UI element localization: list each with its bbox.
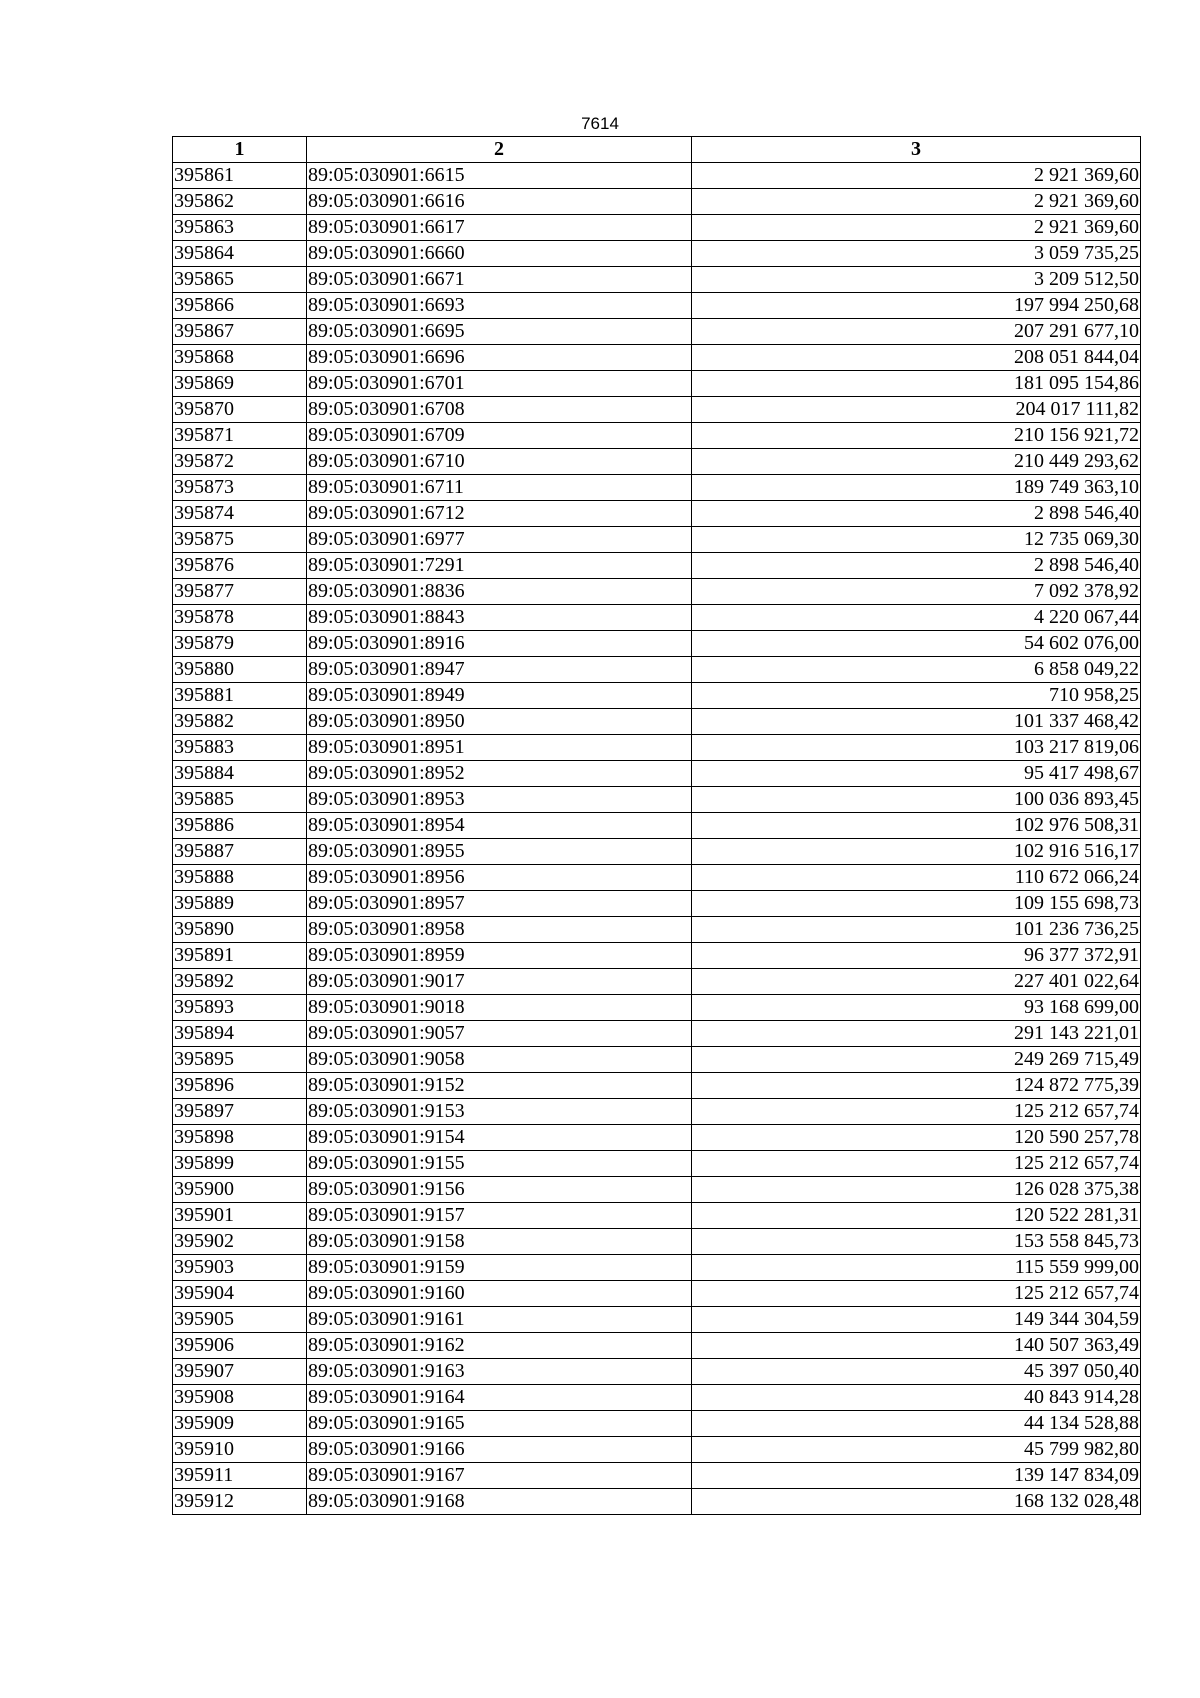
- cadastral-number-cell: 89:05:030901:9165: [307, 1411, 692, 1437]
- table-row: [173, 735, 1141, 761]
- cadastral-number-cell: 89:05:030901:9152: [307, 1073, 692, 1099]
- data-table: [172, 136, 1141, 1515]
- value-cell: 95 417 498,67: [692, 761, 1141, 787]
- value-cell: 3 209 512,50: [692, 267, 1141, 293]
- value-cell: 54 602 076,00: [692, 631, 1141, 657]
- table-row: [173, 1099, 1141, 1125]
- value-cell: 101 337 468,42: [692, 709, 1141, 735]
- row-number-cell: 395878: [173, 605, 307, 631]
- cadastral-number-cell: 89:05:030901:6671: [307, 267, 692, 293]
- cadastral-number-cell: 89:05:030901:9163: [307, 1359, 692, 1385]
- row-number-cell: 395861: [173, 163, 307, 189]
- table-row: [173, 943, 1141, 969]
- table-row: [173, 709, 1141, 735]
- table-row: [173, 891, 1141, 917]
- row-number-cell: 395867: [173, 319, 307, 345]
- cadastral-number-cell: 89:05:030901:9155: [307, 1151, 692, 1177]
- value-cell: 208 051 844,04: [692, 345, 1141, 371]
- row-number-cell: 395911: [173, 1463, 307, 1489]
- table-row: [173, 1151, 1141, 1177]
- value-cell: 110 672 066,24: [692, 865, 1141, 891]
- row-number-cell: 395903: [173, 1255, 307, 1281]
- column-header-3: 3: [692, 137, 1141, 163]
- cadastral-number-cell: 89:05:030901:9167: [307, 1463, 692, 1489]
- value-cell: 96 377 372,91: [692, 943, 1141, 969]
- table-row: [173, 1333, 1141, 1359]
- value-cell: 93 168 699,00: [692, 995, 1141, 1021]
- table-row: [173, 995, 1141, 1021]
- cadastral-number-cell: 89:05:030901:6711: [307, 475, 692, 501]
- row-number-cell: 395912: [173, 1489, 307, 1515]
- cadastral-number-cell: 89:05:030901:8951: [307, 735, 692, 761]
- table-row: [173, 1359, 1141, 1385]
- value-cell: 2 921 369,60: [692, 163, 1141, 189]
- row-number-cell: 395876: [173, 553, 307, 579]
- table-header-row: [173, 137, 1141, 163]
- cadastral-number-cell: 89:05:030901:8950: [307, 709, 692, 735]
- row-number-cell: 395882: [173, 709, 307, 735]
- row-number-cell: 395883: [173, 735, 307, 761]
- row-number-cell: 395887: [173, 839, 307, 865]
- row-number-cell: 395907: [173, 1359, 307, 1385]
- row-number-cell: 395908: [173, 1385, 307, 1411]
- row-number-cell: 395910: [173, 1437, 307, 1463]
- row-number-cell: 395862: [173, 189, 307, 215]
- value-cell: 125 212 657,74: [692, 1099, 1141, 1125]
- value-cell: 7 092 378,92: [692, 579, 1141, 605]
- row-number-cell: 395899: [173, 1151, 307, 1177]
- table-row: [173, 553, 1141, 579]
- value-cell: 197 994 250,68: [692, 293, 1141, 319]
- table-row: [173, 969, 1141, 995]
- table-row: [173, 631, 1141, 657]
- cadastral-number-cell: 89:05:030901:6617: [307, 215, 692, 241]
- value-cell: 100 036 893,45: [692, 787, 1141, 813]
- table-row: [173, 839, 1141, 865]
- row-number-cell: 395896: [173, 1073, 307, 1099]
- cadastral-number-cell: 89:05:030901:9058: [307, 1047, 692, 1073]
- cadastral-number-cell: 89:05:030901:8952: [307, 761, 692, 787]
- cadastral-number-cell: 89:05:030901:9156: [307, 1177, 692, 1203]
- row-number-cell: 395889: [173, 891, 307, 917]
- table-row: [173, 1411, 1141, 1437]
- row-number-cell: 395884: [173, 761, 307, 787]
- cadastral-number-cell: 89:05:030901:8843: [307, 605, 692, 631]
- table-row: [173, 397, 1141, 423]
- row-number-cell: 395869: [173, 371, 307, 397]
- cadastral-number-cell: 89:05:030901:9160: [307, 1281, 692, 1307]
- row-number-cell: 395880: [173, 657, 307, 683]
- value-cell: 210 449 293,62: [692, 449, 1141, 475]
- cadastral-number-cell: 89:05:030901:8958: [307, 917, 692, 943]
- value-cell: 2 898 546,40: [692, 501, 1141, 527]
- value-cell: 44 134 528,88: [692, 1411, 1141, 1437]
- value-cell: 249 269 715,49: [692, 1047, 1141, 1073]
- value-cell: 149 344 304,59: [692, 1307, 1141, 1333]
- row-number-cell: 395871: [173, 423, 307, 449]
- cadastral-number-cell: 89:05:030901:6660: [307, 241, 692, 267]
- value-cell: 168 132 028,48: [692, 1489, 1141, 1515]
- column-header-2: 2: [307, 137, 692, 163]
- cadastral-number-cell: 89:05:030901:9153: [307, 1099, 692, 1125]
- row-number-cell: 395875: [173, 527, 307, 553]
- value-cell: 291 143 221,01: [692, 1021, 1141, 1047]
- table-row: [173, 1385, 1141, 1411]
- cadastral-number-cell: 89:05:030901:6977: [307, 527, 692, 553]
- cadastral-number-cell: 89:05:030901:6709: [307, 423, 692, 449]
- cadastral-number-cell: 89:05:030901:6712: [307, 501, 692, 527]
- value-cell: 4 220 067,44: [692, 605, 1141, 631]
- table-row: [173, 1307, 1141, 1333]
- cadastral-number-cell: 89:05:030901:6615: [307, 163, 692, 189]
- value-cell: 102 976 508,31: [692, 813, 1141, 839]
- value-cell: 207 291 677,10: [692, 319, 1141, 345]
- table-row: [173, 293, 1141, 319]
- table-row: [173, 215, 1141, 241]
- value-cell: 2 921 369,60: [692, 215, 1141, 241]
- row-number-cell: 395879: [173, 631, 307, 657]
- table-row: [173, 1463, 1141, 1489]
- value-cell: 101 236 736,25: [692, 917, 1141, 943]
- cadastral-number-cell: 89:05:030901:9017: [307, 969, 692, 995]
- cadastral-number-cell: 89:05:030901:8955: [307, 839, 692, 865]
- row-number-cell: 395864: [173, 241, 307, 267]
- value-cell: 126 028 375,38: [692, 1177, 1141, 1203]
- cadastral-number-cell: 89:05:030901:8959: [307, 943, 692, 969]
- row-number-cell: 395891: [173, 943, 307, 969]
- table-row: [173, 475, 1141, 501]
- cadastral-number-cell: 89:05:030901:9166: [307, 1437, 692, 1463]
- row-number-cell: 395881: [173, 683, 307, 709]
- table-row: [173, 319, 1141, 345]
- table-row: [173, 683, 1141, 709]
- cadastral-number-cell: 89:05:030901:6701: [307, 371, 692, 397]
- table-row: [173, 501, 1141, 527]
- cadastral-number-cell: 89:05:030901:8947: [307, 657, 692, 683]
- value-cell: 124 872 775,39: [692, 1073, 1141, 1099]
- cadastral-number-cell: 89:05:030901:8953: [307, 787, 692, 813]
- cadastral-number-cell: 89:05:030901:8956: [307, 865, 692, 891]
- row-number-cell: 395873: [173, 475, 307, 501]
- cadastral-number-cell: 89:05:030901:8954: [307, 813, 692, 839]
- table-row: [173, 1021, 1141, 1047]
- value-cell: 2 898 546,40: [692, 553, 1141, 579]
- cadastral-number-cell: 89:05:030901:9154: [307, 1125, 692, 1151]
- row-number-cell: 395866: [173, 293, 307, 319]
- row-number-cell: 395897: [173, 1099, 307, 1125]
- value-cell: 2 921 369,60: [692, 189, 1141, 215]
- value-cell: 710 958,25: [692, 683, 1141, 709]
- table-row: [173, 1281, 1141, 1307]
- cadastral-number-cell: 89:05:030901:9158: [307, 1229, 692, 1255]
- row-number-cell: 395894: [173, 1021, 307, 1047]
- row-number-cell: 395898: [173, 1125, 307, 1151]
- table-row: [173, 241, 1141, 267]
- row-number-cell: 395877: [173, 579, 307, 605]
- row-number-cell: 395904: [173, 1281, 307, 1307]
- row-number-cell: 395906: [173, 1333, 307, 1359]
- row-number-cell: 395893: [173, 995, 307, 1021]
- row-number-cell: 395872: [173, 449, 307, 475]
- value-cell: 3 059 735,25: [692, 241, 1141, 267]
- value-cell: 153 558 845,73: [692, 1229, 1141, 1255]
- row-number-cell: 395885: [173, 787, 307, 813]
- cadastral-number-cell: 89:05:030901:8949: [307, 683, 692, 709]
- value-cell: 6 858 049,22: [692, 657, 1141, 683]
- table-row: [173, 605, 1141, 631]
- row-number-cell: 395895: [173, 1047, 307, 1073]
- table-row: [173, 1203, 1141, 1229]
- table-row: [173, 163, 1141, 189]
- row-number-cell: 395874: [173, 501, 307, 527]
- row-number-cell: 395865: [173, 267, 307, 293]
- row-number-cell: 395868: [173, 345, 307, 371]
- cadastral-number-cell: 89:05:030901:9161: [307, 1307, 692, 1333]
- value-cell: 109 155 698,73: [692, 891, 1141, 917]
- row-number-cell: 395886: [173, 813, 307, 839]
- table-row: [173, 865, 1141, 891]
- row-number-cell: 395890: [173, 917, 307, 943]
- value-cell: 125 212 657,74: [692, 1151, 1141, 1177]
- table-row: [173, 813, 1141, 839]
- table-row: [173, 423, 1141, 449]
- value-cell: 115 559 999,00: [692, 1255, 1141, 1281]
- row-number-cell: 395870: [173, 397, 307, 423]
- value-cell: 204 017 111,82: [692, 397, 1141, 423]
- table-row: [173, 345, 1141, 371]
- table-row: [173, 1073, 1141, 1099]
- value-cell: 140 507 363,49: [692, 1333, 1141, 1359]
- table-row: [173, 1437, 1141, 1463]
- cadastral-number-cell: 89:05:030901:9018: [307, 995, 692, 1021]
- row-number-cell: 395863: [173, 215, 307, 241]
- page-number: 7614: [581, 114, 619, 133]
- table-row: [173, 1177, 1141, 1203]
- cadastral-number-cell: 89:05:030901:6708: [307, 397, 692, 423]
- cadastral-number-cell: 89:05:030901:7291: [307, 553, 692, 579]
- row-number-cell: 395888: [173, 865, 307, 891]
- value-cell: 120 590 257,78: [692, 1125, 1141, 1151]
- table-row: [173, 917, 1141, 943]
- column-header-1: 1: [173, 137, 307, 163]
- table-row: [173, 371, 1141, 397]
- cadastral-number-cell: 89:05:030901:9164: [307, 1385, 692, 1411]
- cadastral-number-cell: 89:05:030901:9057: [307, 1021, 692, 1047]
- cadastral-number-cell: 89:05:030901:6696: [307, 345, 692, 371]
- value-cell: 12 735 069,30: [692, 527, 1141, 553]
- row-number-cell: 395909: [173, 1411, 307, 1437]
- row-number-cell: 395901: [173, 1203, 307, 1229]
- row-number-cell: 395902: [173, 1229, 307, 1255]
- table-row: [173, 657, 1141, 683]
- cadastral-number-cell: 89:05:030901:9168: [307, 1489, 692, 1515]
- table-row: [173, 449, 1141, 475]
- cadastral-number-cell: 89:05:030901:9162: [307, 1333, 692, 1359]
- table-row: [173, 787, 1141, 813]
- value-cell: 45 397 050,40: [692, 1359, 1141, 1385]
- cadastral-number-cell: 89:05:030901:9159: [307, 1255, 692, 1281]
- value-cell: 139 147 834,09: [692, 1463, 1141, 1489]
- cadastral-number-cell: 89:05:030901:8836: [307, 579, 692, 605]
- table-row: [173, 1047, 1141, 1073]
- value-cell: 103 217 819,06: [692, 735, 1141, 761]
- value-cell: 210 156 921,72: [692, 423, 1141, 449]
- table-row: [173, 267, 1141, 293]
- table-row: [173, 761, 1141, 787]
- cadastral-number-cell: 89:05:030901:6693: [307, 293, 692, 319]
- cadastral-number-cell: 89:05:030901:6616: [307, 189, 692, 215]
- cadastral-number-cell: 89:05:030901:8957: [307, 891, 692, 917]
- row-number-cell: 395900: [173, 1177, 307, 1203]
- cadastral-number-cell: 89:05:030901:6695: [307, 319, 692, 345]
- value-cell: 181 095 154,86: [692, 371, 1141, 397]
- value-cell: 227 401 022,64: [692, 969, 1141, 995]
- value-cell: 45 799 982,80: [692, 1437, 1141, 1463]
- cadastral-number-cell: 89:05:030901:6710: [307, 449, 692, 475]
- table-body: [173, 163, 1141, 1515]
- table-row: [173, 189, 1141, 215]
- row-number-cell: 395905: [173, 1307, 307, 1333]
- table-row: [173, 1489, 1141, 1515]
- table-row: [173, 1255, 1141, 1281]
- cadastral-number-cell: 89:05:030901:8916: [307, 631, 692, 657]
- table-row: [173, 1125, 1141, 1151]
- value-cell: 125 212 657,74: [692, 1281, 1141, 1307]
- row-number-cell: 395892: [173, 969, 307, 995]
- value-cell: 40 843 914,28: [692, 1385, 1141, 1411]
- table-row: [173, 1229, 1141, 1255]
- cadastral-number-cell: 89:05:030901:9157: [307, 1203, 692, 1229]
- value-cell: 189 749 363,10: [692, 475, 1141, 501]
- table-row: [173, 527, 1141, 553]
- value-cell: 120 522 281,31: [692, 1203, 1141, 1229]
- value-cell: 102 916 516,17: [692, 839, 1141, 865]
- table-row: [173, 579, 1141, 605]
